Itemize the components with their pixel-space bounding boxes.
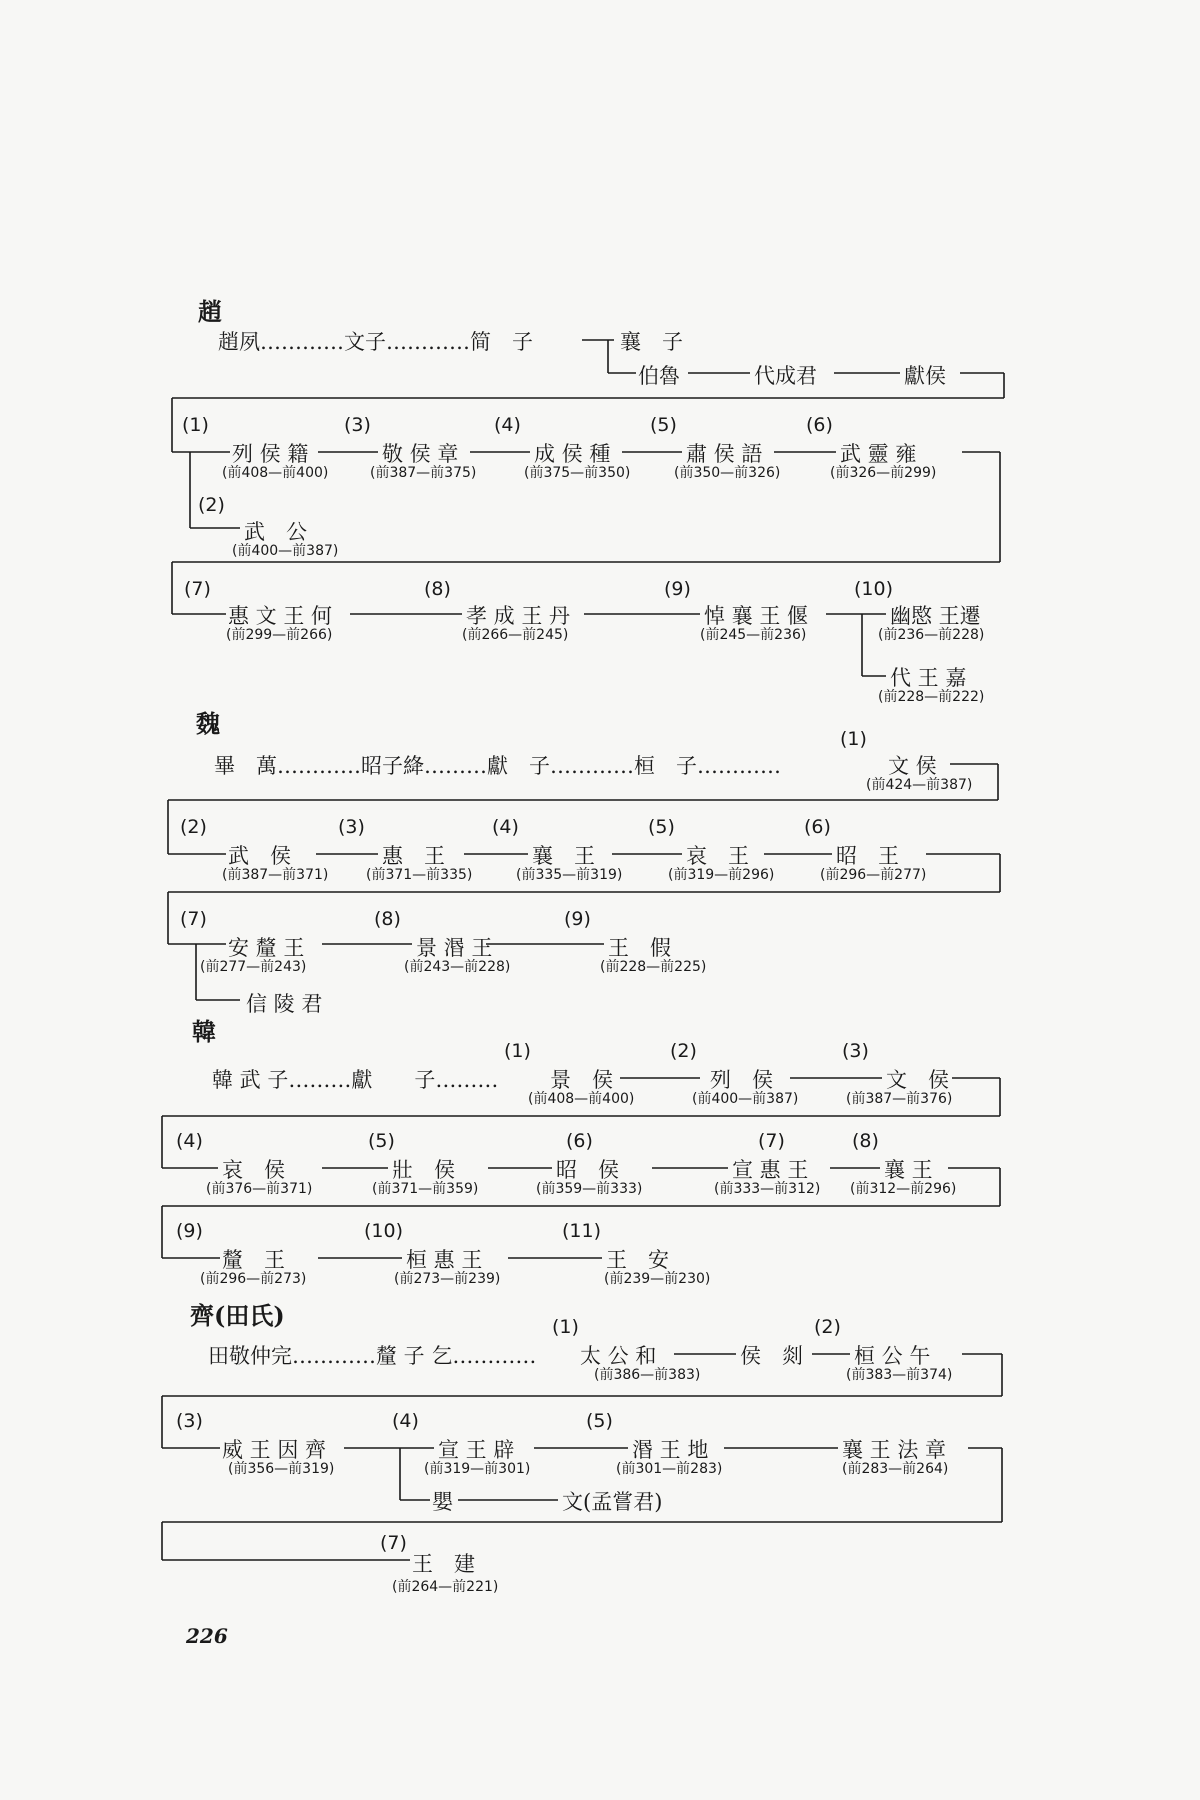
ruler-number: (10) — [854, 578, 894, 600]
ruler-reign: (前301—前283) — [616, 1461, 723, 1477]
ruler-reign: (前299—前266) — [226, 627, 333, 643]
ruler-reign: (前371—前359) — [372, 1181, 479, 1197]
ruler-number: (7) — [380, 1532, 407, 1554]
page-number: 226 — [186, 1624, 228, 1648]
ruler-reign: (前312—前296) — [850, 1181, 957, 1197]
ruler-number: (2) — [198, 494, 225, 516]
ruler-name: 湣 王 地 — [632, 1438, 709, 1462]
ruler-number: (8) — [852, 1130, 879, 1152]
ruler-reign: (前239—前230) — [604, 1271, 711, 1287]
han-ancestor-line: 韓 武 子………獻 子……… — [212, 1068, 499, 1092]
ruler-number: (11) — [562, 1220, 602, 1242]
ruler-number: (5) — [368, 1130, 395, 1152]
ruler-name: 惠 王 — [382, 844, 445, 868]
ruler-name: 王 安 — [606, 1248, 669, 1272]
ruler-number: (4) — [176, 1130, 203, 1152]
ruler-name: 列 侯 — [710, 1068, 773, 1092]
ruler-reign: (前283—前264) — [842, 1461, 949, 1477]
ruler-name: 文 侯 — [888, 754, 937, 778]
ruler-name: 武 侯 — [228, 844, 291, 868]
ruler-reign: (前387—前371) — [222, 867, 329, 883]
ruler-number: (5) — [648, 816, 675, 838]
ruler-name: 安 釐 王 — [228, 936, 305, 960]
ruler-number: (2) — [180, 816, 207, 838]
ruler-reign: (前387—前375) — [370, 465, 477, 481]
ruler-reign: (前356—前319) — [228, 1461, 335, 1477]
ruler-reign: (前245—前236) — [700, 627, 807, 643]
ruler-reign: (前383—前374) — [846, 1367, 953, 1383]
ruler-number: (8) — [374, 908, 401, 930]
zhao-xiangzi: 襄 子 — [620, 330, 683, 354]
ruler-number: (3) — [344, 414, 371, 436]
qi-ying: 嬰 — [432, 1490, 453, 1514]
ruler-name: 宣 惠 王 — [732, 1158, 809, 1182]
ruler-reign: (前333—前312) — [714, 1181, 821, 1197]
ruler-number: (6) — [566, 1130, 593, 1152]
ruler-name: 侯 剡 — [740, 1344, 803, 1368]
ruler-reign: (前266—前245) — [462, 627, 569, 643]
ruler-number: (8) — [424, 578, 451, 600]
ruler-name: 幽愍 王遷 — [890, 604, 981, 628]
ruler-reign: (前408—前400) — [222, 465, 329, 481]
ruler-name: 襄 王 法 章 — [842, 1438, 947, 1462]
ruler-number: (4) — [492, 816, 519, 838]
ruler-number: (7) — [184, 578, 211, 600]
ruler-number: (1) — [840, 728, 867, 750]
ruler-reign: (前296—前273) — [200, 1271, 307, 1287]
ruler-number: (5) — [586, 1410, 613, 1432]
ruler-number: (2) — [670, 1040, 697, 1062]
ruler-name: 襄 王 — [884, 1158, 933, 1182]
ruler-reign: (前228—前225) — [600, 959, 707, 975]
ruler-number: (3) — [176, 1410, 203, 1432]
ruler-name: 桓 惠 王 — [406, 1248, 483, 1272]
ruler-reign: (前319—前301) — [424, 1461, 531, 1477]
zhao-xianhou: 獻侯 — [904, 364, 946, 388]
ruler-reign: (前326—前299) — [830, 465, 937, 481]
qi-mengchangjun: 文(孟嘗君) — [562, 1490, 663, 1514]
zhao-boru: 伯魯 — [638, 364, 680, 388]
ruler-reign: (前400—前387) — [232, 543, 339, 559]
ruler-reign: (前371—前335) — [366, 867, 473, 883]
zhao-ancestor-line: 趙夙…………文子…………简 子 — [218, 330, 533, 354]
ruler-name: 威 王 因 齊 — [222, 1438, 327, 1462]
ruler-reign: (前386—前383) — [594, 1367, 701, 1383]
ruler-name: 釐 王 — [222, 1248, 285, 1272]
ruler-reign: (前319—前296) — [668, 867, 775, 883]
ruler-name: 哀 王 — [686, 844, 749, 868]
zhao-daichengjun: 代成君 — [754, 364, 817, 388]
ruler-reign: (前243—前228) — [404, 959, 511, 975]
ruler-reign: (前277—前243) — [200, 959, 307, 975]
ruler-name: 肅 侯 語 — [686, 442, 763, 466]
ruler-name: 敬 侯 章 — [382, 442, 459, 466]
ruler-number: (9) — [664, 578, 691, 600]
ruler-reign: (前400—前387) — [692, 1091, 799, 1107]
wei-ancestor-line: 畢 萬…………昭子絳………獻 子…………桓 子………… — [214, 754, 781, 778]
ruler-reign: (前387—前376) — [846, 1091, 953, 1107]
ruler-number: (6) — [804, 816, 831, 838]
ruler-reign: (前228—前222) — [878, 689, 985, 705]
ruler-name: 代 王 嘉 — [890, 666, 967, 690]
ruler-number: (10) — [364, 1220, 404, 1242]
ruler-name: 太 公 和 — [580, 1344, 657, 1368]
ruler-reign: (前335—前319) — [516, 867, 623, 883]
ruler-number: (3) — [842, 1040, 869, 1062]
ruler-name: 孝 成 王 丹 — [466, 604, 571, 628]
section-title-qi: 齊(田氏) — [190, 1301, 285, 1330]
ruler-reign: (前375—前350) — [524, 465, 631, 481]
ruler-reign: (前296—前277) — [820, 867, 927, 883]
section-title-han: 韓 — [192, 1017, 216, 1046]
ruler-reign: (前408—前400) — [528, 1091, 635, 1107]
ruler-reign: (前350—前326) — [674, 465, 781, 481]
ruler-reign: (前376—前371) — [206, 1181, 313, 1197]
ruler-number: (9) — [176, 1220, 203, 1242]
ruler-name: 宣 王 辟 — [438, 1438, 515, 1462]
ruler-number: (1) — [552, 1316, 579, 1338]
qi-ancestor-line: 田敬仲完…………釐 子 乞………… — [208, 1344, 537, 1368]
ruler-reign: (前264—前221) — [392, 1579, 499, 1595]
ruler-number: (7) — [758, 1130, 785, 1152]
ruler-number: (4) — [392, 1410, 419, 1432]
ruler-number: (2) — [814, 1316, 841, 1338]
ruler-number: (7) — [180, 908, 207, 930]
ruler-number: (9) — [564, 908, 591, 930]
ruler-name: 昭 侯 — [556, 1158, 619, 1182]
ruler-name: 昭 王 — [836, 844, 899, 868]
ruler-name: 景 侯 — [550, 1068, 613, 1092]
ruler-name: 襄 王 — [532, 844, 595, 868]
ruler-reign: (前424—前387) — [866, 777, 973, 793]
ruler-name: 壯 侯 — [392, 1158, 455, 1182]
ruler-reign: (前236—前228) — [878, 627, 985, 643]
section-title-zhao: 趙 — [198, 297, 222, 326]
ruler-name: 王 建 — [412, 1552, 475, 1576]
ruler-number: (5) — [650, 414, 677, 436]
ruler-name: 王 假 — [608, 936, 671, 960]
ruler-name: 武 公 — [244, 520, 307, 544]
ruler-name: 惠 文 王 何 — [228, 604, 333, 628]
ruler-name: 悼 襄 王 偃 — [704, 604, 809, 628]
ruler-reign: (前359—前333) — [536, 1181, 643, 1197]
ruler-number: (6) — [806, 414, 833, 436]
ruler-reign: (前273—前239) — [394, 1271, 501, 1287]
ruler-number: (3) — [338, 816, 365, 838]
ruler-number: (4) — [494, 414, 521, 436]
ruler-name: 景 湣 王 — [416, 936, 493, 960]
wei-xinlingjun: 信 陵 君 — [246, 992, 323, 1016]
ruler-number: (1) — [182, 414, 209, 436]
ruler-name: 哀 侯 — [222, 1158, 285, 1182]
ruler-name: 列 侯 籍 — [232, 442, 309, 466]
section-title-wei: 魏 — [196, 709, 220, 738]
ruler-name: 桓 公 午 — [854, 1344, 931, 1368]
ruler-name: 文 侯 — [886, 1068, 949, 1092]
ruler-name: 成 侯 種 — [534, 442, 611, 466]
ruler-number: (1) — [504, 1040, 531, 1062]
ruler-name: 武 靈 雍 — [840, 442, 917, 466]
